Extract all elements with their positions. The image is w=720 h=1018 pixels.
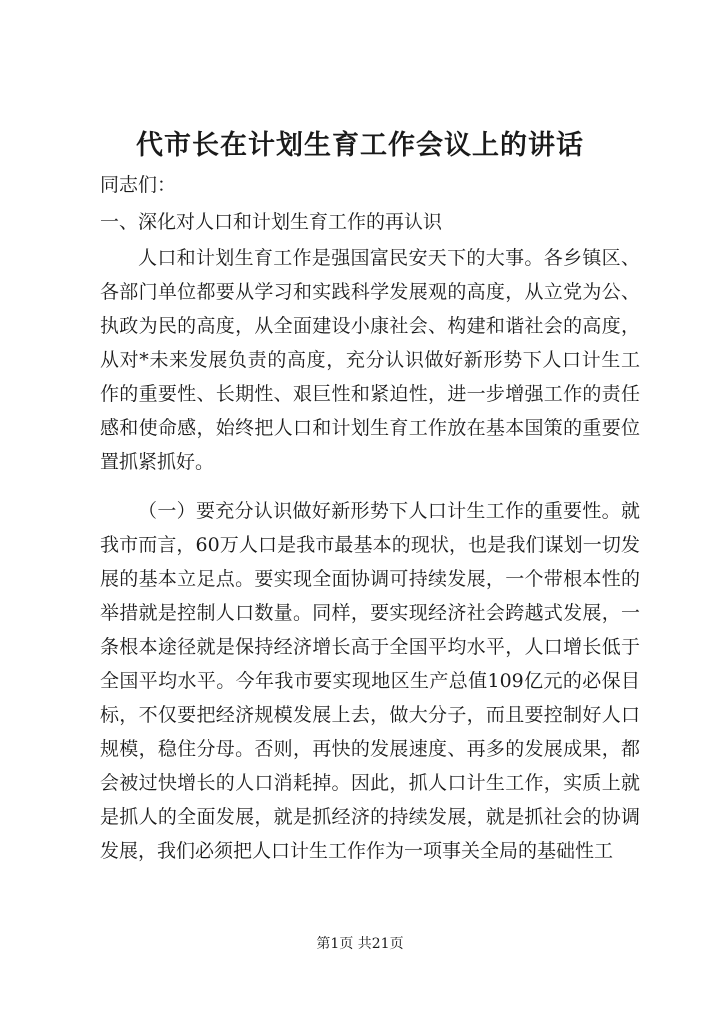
salutation: 同志们： bbox=[100, 174, 177, 196]
section-heading: 一、深化对人口和计划生育工作的再认识 bbox=[100, 211, 443, 233]
paragraph: （一）要充分认识做好新形势下人口计生工作的重要性。就我市而言，60万人口是我市最基本的现状，也是我们谋划一切发展的基本立足点。要实现全面协调可持续发展，一个带根本性的举措就是控制人口数量。同样，要实现经济社会跨越式发展，一条根本途径就是保持经济增长高于全国平均水平，人口增长低于全国平均水平。今年我市要实现地区生产总值109亿元的必保目标，不仅要把经济规模发展上去，做大分子，而且要控制好人口规模，稳住分母。否则，再快的发展速度、再多的发展成果，都会被过快增长的人口消耗掉。因此，抓人口计生工作，实质上就是抓人的全面发展，就是抓经济的持续发展，就是抓社会的协调发展，我们必须把人口计生工作作为一项事关全局的基础性工 bbox=[100, 500, 640, 862]
document-title: 代市长在计划生育工作会议上的讲话 bbox=[136, 130, 584, 161]
page-number: 第1页 共21页 bbox=[316, 936, 404, 952]
paragraph: 人口和计划生育工作是强国富民安天下的大事。各乡镇区、各部门单位都要从学习和实践科学发展观的高度，从立党为公、执政为民的高度，从全面建设小康社会、构建和谐社会的高度，从对*未来发展负责的高度，充分认识做好新形势下人口计生工作的重要性、长期性、艰巨性和紧迫性，进一步增强工作的责任感和使命感，始终把人口和计划生育工作放在基本国策的重要位置抓紧抓好。 bbox=[100, 247, 640, 473]
